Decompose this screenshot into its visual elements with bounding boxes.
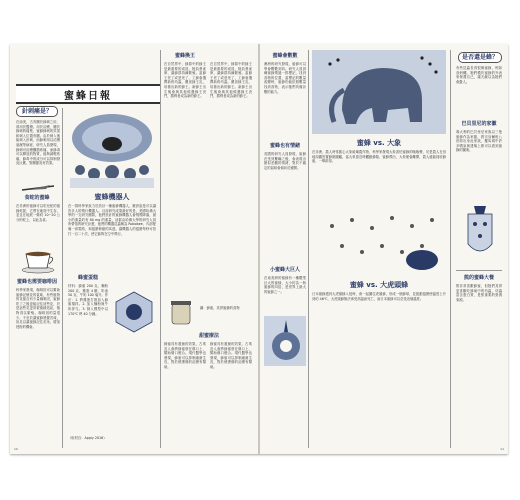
article-caffeine: 科學家發現，咖啡因可以幫助蜜蜂記憶花的氣味，有些植物的花蜜含有少量咖啡因，蜜蜂吃了之後更能記住這些花，於是這些花更常被蜜蜂造訪，植物得以繁殖。咖啡因的量很少，不至於讓蜜蜂感覺苦味，但足以讓蜜蜂記住花朵，增加授粉的機會。 — [16, 288, 60, 329]
article-queen-cont: 在自然界中，蜂群中的蜂王是最重要的成員，牠負責產卵，讓蜂群持續繁殖。當蜂王老了或是死了，工蜂會選擇新的幼蟲，餵食蜂王乳，培養出新的蜂王。新蜂王出生後會與其他候選蜂王決鬥，勝利者成為新的蜂王。 — [210, 62, 252, 99]
article-bear: 熊非常喜歡蜂蜜，但牠們其實更喜歡吃蜂巢中的幼蟲，幼蟲富含蛋白質，是熊重要的營養來源。 — [456, 284, 502, 302]
heading-bear: 熊的蜜蜂大餐 — [463, 275, 494, 281]
column-rule — [450, 50, 451, 448]
heading-barberini: 巴貝里尼的家徽 — [461, 121, 497, 127]
page-number: 10 — [14, 447, 18, 451]
column-rule — [62, 108, 63, 448]
banner-title: 蜜蜂日報 — [16, 84, 160, 104]
peacock-illustration — [264, 316, 306, 366]
hornet-ball-illustration — [312, 206, 446, 276]
article-elephant: 在非洲，農人時常擔心大象破壞農作物，科學家發現大象害怕蜜蜂的嗡嗡聲，於是農人在田地周圍設置蜂箱圍籬，當大象靠近時觸動蜂箱，蜜蜂飛出，大象便會離開，農人還能採收蜂蜜，一舉兩得。 — [312, 150, 446, 164]
article-hornet: 日本蜜蜂遇到大虎頭蜂入侵時，會一起圍住虎頭蜂，形成一個蜂球，並振動翅膀使溫度上升到約 46℃，大虎頭蜂無法承受高溫而死亡，而日本蜜蜂可以忍受這個溫度。 — [312, 292, 446, 301]
heading-honey-therapy: 甜蜜療法 — [198, 333, 219, 339]
robot-bee-illustration — [68, 108, 156, 190]
article-sting: 在南美，古有關於蜂刺之用，被用於醫療。用於治療，關於蜂刺的痛楚，蜜蜂蜂刺的效果和刺入位置有關。由於刺入後能刺入針刺，而蜂刺用以治療風濕等病症，研究人員發現，蜂刺可治療關節疼痛，而蜂毒可以釋放的物質，能夠減輕疼痛，蜂毒中的成分可以抑制發炎反應，對關節炎有效果。 — [16, 120, 60, 166]
left-page — [10, 44, 258, 454]
heading-sting: 針刺痛是？ — [16, 106, 58, 117]
heading-giant-bee: 小蜜蜂大巨人 — [269, 267, 300, 273]
jar-illustration — [166, 298, 196, 328]
coat-of-arms-illustration — [460, 204, 500, 266]
heading-robot-bee: 蜜蜂機器人 — [94, 193, 130, 201]
article-barberini: 義大利的巴貝里尼家族以三隻蜜蜂作為家徽，教宗烏爾班八世即出身此家族，羅馬城中許多噴泉與建築上都可以看到蜜蜂的圖案。 — [456, 130, 502, 153]
article-giant-bee: 在南美洲的蜜蜂有一種體型巨大的蜜蜂，大小約為一般蜜蜂的四倍，是世界上最大的蜜蜂之一。 — [264, 276, 306, 294]
hive-scale-illustration — [112, 290, 156, 334]
article-counting: 澳洲的研究發現，蜜蜂可以學會數數到四。研究人員訓練蜜蜂飛過一排標記，找到食物的位置，當標記的數量改變時，蜜蜂仍能依照數量找到食物，表示牠們具備計數的能力。 — [264, 62, 306, 94]
newspaper-spread — [10, 44, 508, 454]
heading-caffeine: 蜜蜂也需要咖啡因 — [16, 279, 57, 285]
article-honey-therapy: 蜂蜜具有殺菌的效果，古埃及人會將蜂蜜塗在傷口上，幫助傷口癒合。現代醫學也發現，蜂蜜可以抑制細菌生長，對於燒燙傷的治療有幫助。 — [164, 342, 206, 369]
column-rule — [160, 50, 161, 448]
heading-honey-cake: 蜂蜜蛋糕 — [77, 275, 98, 281]
heading-elephant: 蜜蜂 vs. 大象 — [356, 139, 402, 147]
elephant-illustration — [312, 50, 446, 134]
recipe-honey-cake: 材料：蜂蜜 200 克、麵粉 200 克、雞蛋 4 顆、奶油 50 克、牛奶 100 毫升。作法：1. 將雞蛋打散加入蜂蜜攪拌。2. 加入麵粉與牛奶拌勻。3. 倒入模型中以 170℃ 烤 40 分鐘。 — [68, 284, 108, 316]
section-rule — [456, 270, 502, 271]
image-caption: 圖：蜂蜜，其實蜜蜂的食物 — [200, 306, 240, 310]
article-queen: 在自然界中，蜂群中的蜂王是最重要的成員，牠負責產卵，讓蜂群持續繁殖。當蜂王老了或是死了，工蜂會選擇新的幼蟲，餵食蜂王乳，培養出新的蜂王。新蜂王出生後會與其他候選蜂王決鬥，勝利者成為新的蜂王。 — [164, 62, 206, 99]
right-page — [260, 44, 508, 454]
heading-queen: 蜜蜂換王 — [174, 53, 195, 59]
article-robot-bee: 在一群科學家致力於設計一種蜜蜂機器人，應該說是可以讓許多人的飛行機器人。目前研究成果最好的是，美國哈佛大學的一支研究團隊，他們設計的蜜蜂機器人會飛飛降落，最小的重量約有 80 mg 的重量，這群由哈佛大學的研究人員所帶領的研究計畫，他們的機器昆蟲稱為 Robobee，內部配備一套電路，和翅膀伸縮的馬達。讓機器人的翅膀每秒可拍打一百二十次，使它能夠在空中飛行。 — [68, 204, 156, 236]
article-emotion: 英國的研究人員發現，蜜蜂在受到驚嚇之後，會表現出類似悲觀的情緒，對於不確定的氣味會傾向於避開。 — [264, 152, 306, 170]
page-number: 11 — [500, 447, 504, 451]
heading-hornet: 蜜蜂 vs. 大虎頭蜂 — [349, 281, 409, 289]
article-snake-bee: 在非洲的蜜蜂可以吃死蛇的蜜蜂蛇屍，它們在地底中生存，並且在地底一條約 10~20 公分的蛇上，以此為食。 — [16, 204, 60, 222]
article-mimic: 有些昆蟲長得很像蜜蜂，例如食蚜蠅，牠們模仿蜜蜂的外表來保護自己，讓天敵以為牠們會螫人。 — [456, 66, 502, 84]
heading-snake-bee: 食蛇的蜜蜂 — [24, 195, 50, 201]
heading-counting: 蜜蜂會數數 — [272, 53, 298, 59]
column-rule — [308, 50, 309, 448]
heading-emotion: 蜜蜂也有情緒 — [269, 143, 300, 149]
coffee-cup-illustration — [20, 244, 58, 274]
heading-mimic: 是否還是蜂？ — [458, 52, 502, 63]
article-honey-therapy-cont: 蜂蜜具有殺菌的效果，古埃及人會將蜂蜜塗在傷口上，幫助傷口癒合。現代醫學也發現，蜂蜜可以抑制細菌生長，對於燒燙傷的治療有幫助。 — [210, 342, 252, 369]
source-note: （取材自：Apply 2016） — [68, 436, 107, 440]
feather-illustration — [20, 184, 56, 192]
